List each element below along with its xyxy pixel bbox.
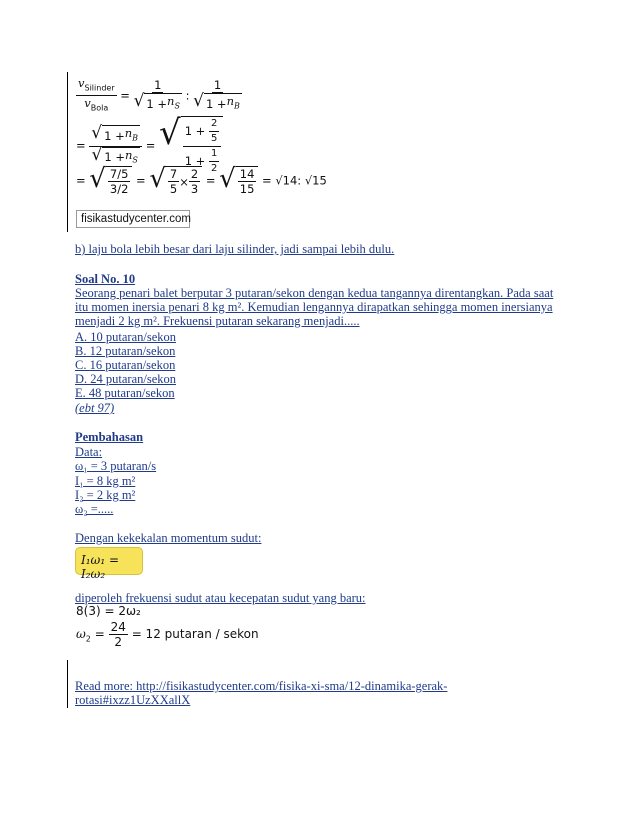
option-d[interactable]: D. 24 putaran/sekon bbox=[75, 372, 177, 386]
data-line[interactable]: ω₂ =..... bbox=[75, 502, 114, 516]
question-line[interactable]: Seorang penari balet berputar 3 putaran/sekon dengan kedua tangannya direntangkan. Pada saat bbox=[75, 286, 554, 300]
credit-watermark: fisikastudycenter.com bbox=[76, 210, 190, 228]
question-line[interactable]: itu momen inersia penari 8 kg m². Kemudian lengannya dirapatkan sehingga momen inersianya bbox=[75, 300, 553, 314]
margin-bar bbox=[67, 72, 68, 232]
velocity-ratio-step2: = √ 1 + $n_B$ √ 1 + $n_S$ = √ 1 + $\frac{2}{5}$ 1 + $\frac{1}{2}$ bbox=[76, 116, 223, 176]
option-b[interactable]: B. 12 putaran/sekon bbox=[75, 344, 176, 358]
question-line[interactable]: menjadi 2 kg m². Frekuensi putaran sekarang menjadi..... bbox=[75, 314, 360, 328]
margin-bar bbox=[67, 660, 68, 708]
question-title[interactable]: Soal No. 10 bbox=[75, 272, 136, 286]
data-line[interactable]: I₂ = 2 kg m² bbox=[75, 488, 136, 502]
data-label[interactable]: Data: bbox=[75, 445, 103, 459]
calc-result: = 12 putaran / sekon bbox=[131, 627, 259, 641]
option-a[interactable]: A. 10 putaran/sekon bbox=[75, 330, 177, 344]
read-more-link[interactable]: rotasi#ixzz1UzXXallX bbox=[75, 693, 191, 707]
option-c[interactable]: C. 16 putaran/sekon bbox=[75, 358, 176, 372]
data-line[interactable]: I₁ = 8 kg m² bbox=[75, 474, 136, 488]
question-source[interactable]: (ebt 97) bbox=[75, 401, 115, 415]
velocity-ratio-equation: $\frac{v_{Silinder}}{v_{Bola}}$ = 1 √ 1 + $n_S$ : 1 √ 1 + $n_B$ bbox=[78, 76, 240, 113]
read-more-link[interactable]: Read more: http://fisikastudycenter.com/fisika-xi-sma/12-dinamika-gerak- bbox=[75, 679, 448, 693]
discussion-title[interactable]: Pembahasan bbox=[75, 430, 144, 444]
conservation-formula: I₁ω₁ = I₂ω₂ bbox=[81, 553, 120, 581]
formula-highlight-box bbox=[75, 547, 143, 581]
result-text[interactable]: diperoleh frekuensi sudut atau kecepatan sudut yang baru: bbox=[75, 591, 366, 605]
conservation-text[interactable]: Dengan kekekalan momentum sudut: bbox=[75, 531, 262, 545]
calc-line-1: 8(3) = 2ω₂ bbox=[76, 604, 141, 618]
answer-b-text[interactable]: b) laju bola lebih besar dari laju silinder, jadi sampai lebih dulu. bbox=[75, 242, 395, 256]
calc-line-2: $\omega_2$ = $\frac{24}{2}$ = 12 putaran / sekon bbox=[76, 620, 259, 649]
velocity-ratio-step3: = √ $\frac{7/5}{3/2}$ = √ $\frac{7}{5}$ × $\frac{2}{3}$ = √ $\frac{14}{15}$ = √14: √15 bbox=[76, 164, 327, 196]
data-line[interactable]: ω₁ = 3 putaran/s bbox=[75, 459, 157, 473]
option-e[interactable]: E. 48 putaran/sekon bbox=[75, 386, 175, 400]
